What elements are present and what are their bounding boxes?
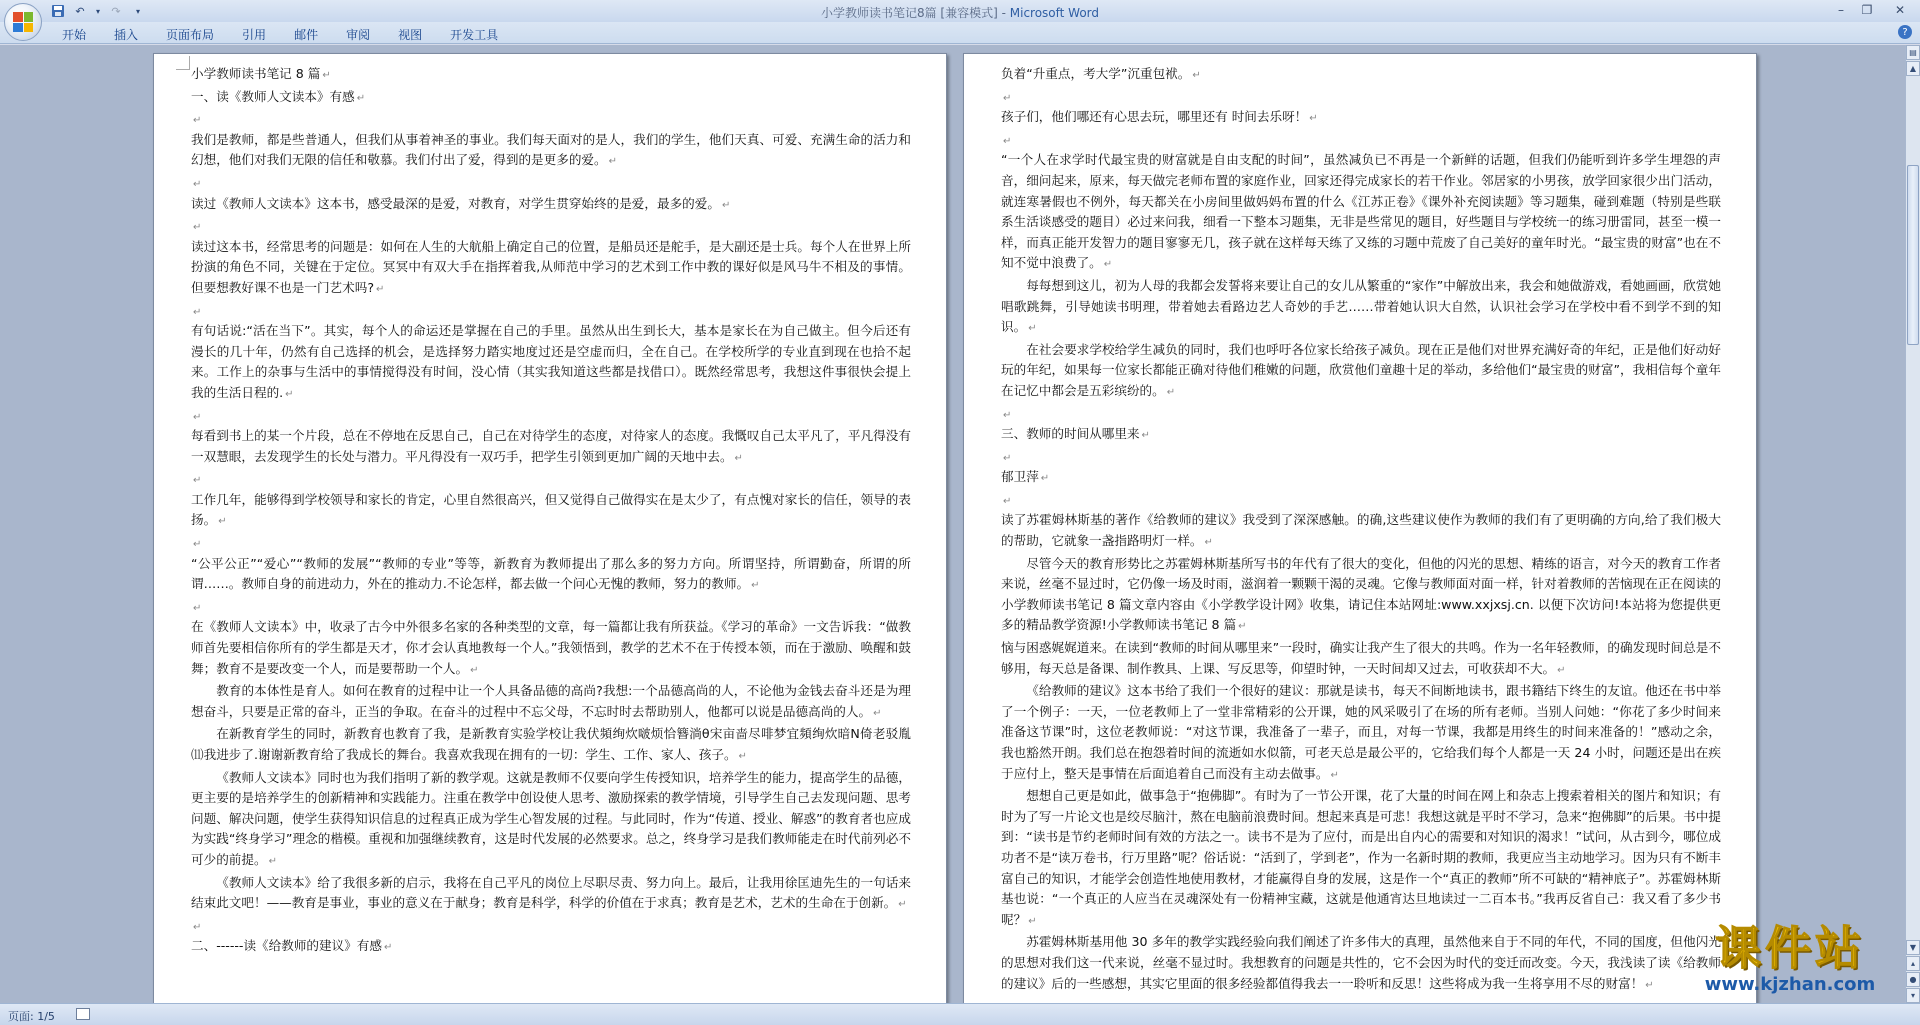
paragraph-mark-icon: ↵: [1557, 664, 1566, 676]
proofing-icon[interactable]: [76, 1008, 90, 1020]
paragraph[interactable]: [1001, 64, 1721, 87]
paragraph[interactable]: [191, 321, 911, 405]
paragraph-text: 读过这本书，经常思考的问题是：如何在人生的大航船上确定自己的位置，是船员还是舵手，是大副还是士兵。每个人在世界上所扮演的角色不同，关键在于定位。冥冥中有双大手在指挥着我,从师范中学习的艺术到工作中教的课好似是风马牛不相及的事情。但要想教好课不也是一门艺术吗?: [191, 238, 911, 295]
paragraph-mark-icon: ↵: [1003, 409, 1012, 421]
paragraph-mark-icon: ↵: [356, 92, 366, 104]
ribbon: [0, 22, 1920, 44]
close-icon[interactable]: ✕: [1894, 3, 1906, 17]
empty-paragraph[interactable]: [191, 469, 911, 490]
paragraph-text: 郁卫萍: [1001, 469, 1039, 485]
page-right[interactable]: [963, 53, 1757, 1003]
quick-access-toolbar: [50, 3, 146, 19]
paragraph-mark-icon: ↵: [738, 751, 747, 762]
tab-view[interactable]: 视图: [398, 28, 423, 42]
paragraph-mark-icon: ↵: [193, 921, 202, 933]
paragraph[interactable]: [1001, 510, 1721, 553]
paragraph-text: “公平公正”“爱心”“教师的发展”“教师的专业”等等，新教育为教师提出了那么多的努力方向。所谓坚持，所谓勤奋，所谓的所谓……。教师自身的前进动力，外在的推动力.不论怎样，都去做一个问心无愧的教师，努力的教师。: [191, 555, 911, 592]
tab-home[interactable]: 开始: [62, 28, 87, 42]
paragraph-mark-icon: ↵: [193, 411, 202, 423]
paragraph-text: 负着“升重点，考大学”沉重包袱。: [1001, 66, 1191, 81]
paragraph-text: 工作几年，能够得到学校领导和家长的肯定，心里自然很高兴，但又觉得自己做得实在是太少了，有点愧对家长的信任，领导的表扬。: [191, 491, 911, 528]
paragraph[interactable]: [1001, 638, 1721, 681]
window-title: [0, 4, 1920, 21]
tab-page-layout[interactable]: 页面布局: [166, 28, 215, 42]
paragraph-mark-icon: ↵: [1103, 259, 1113, 271]
empty-paragraph[interactable]: [1001, 130, 1721, 151]
page-left[interactable]: [153, 53, 947, 1003]
paragraph-mark-icon: ↵: [470, 664, 479, 676]
paragraph-mark-icon: ↵: [873, 707, 882, 719]
paragraph-text: 读了苏霍姆林斯基的著作《给教师的建议》我受到了深深感触。的确,这些建议使作为教师的我们有了更明确的方向,给了我们极大的帮助，它就象一盏指路明灯一样。: [1001, 512, 1721, 549]
tab-mailings[interactable]: 邮件: [294, 28, 319, 42]
paragraph-text: 苏霍姆林斯基用他 30 多年的教学实践经验向我们阐述了许多伟大的真理，虽然他来自于不同的年代，不同的国度，但他闪光的思想对我们这一代来说，丝毫不显过时。我想教育的问题是共性的，它不会因为时代的变迁而改变。今天，我浅读了读《给教师的建议》后的一些感想，其实它里面的很多经验都值得我去一一聆听和反思！这些将成为我一生将享用不尽的财富！: [1001, 934, 1721, 991]
page-count[interactable]: 页面: 1/5: [8, 1010, 55, 1023]
paragraph[interactable]: [191, 617, 911, 681]
paragraph[interactable]: [191, 768, 911, 873]
paragraph-text: 有句话说:“活在当下”。其实，每个人的命运还是掌握在自己的手里。虽然从出生到长大，基本是家长在为自己做主。但今后还有漫长的几十年，仍然有自己选择的机会，是选择努力踏实地度过还是空虚而归，全在自己。在学校所学的专业直到现在也拾不起来。工作上的杂事与生活中的事情搅得没有时间，没心情（其实我知道这些都是找借口）。既然经常思考，我想这件事很快会提上我的生活日程的.: [191, 323, 911, 400]
paragraph-mark-icon: ↵: [1166, 386, 1176, 398]
paragraph-text: 孩子们，他们哪还有心思去玩，哪里还有 时间去乐呀！: [1001, 109, 1308, 125]
paragraph-text: 小学教师读书笔记 8 篇: [191, 66, 321, 81]
paragraph-text: 《教师人文读本》同时也为我们指明了新的教学观。这就是教师不仅要向学生传授知识，培养学生的能力，提高学生的品德，更主要的是培养学生的创新精神和实践能力。注重在教学中创设使人思考、激励探索的教学情境，引导学生自己去发现问题、思考问题、解决问题，使学生获得知识信息的过程真正成为学生心智发展的过程。与此同时，作为“传道、授业、解惑”的教育者也应成为实践“终身学习”理念的楷模。重视和加强继续教育，这是时代发展的必然要求。总之，终身学习是我们教师能走在时代前列必不可少的前提。: [191, 769, 911, 867]
tab-insert[interactable]: 插入: [114, 28, 139, 42]
paragraph-mark-icon: ↵: [1003, 452, 1012, 464]
scroll-up-icon[interactable]: ▲: [1906, 61, 1920, 76]
paragraph-mark-icon: ↵: [1192, 70, 1201, 81]
paragraph-mark-icon: ↵: [1238, 621, 1247, 633]
paragraph-mark-icon: ↵: [721, 199, 731, 211]
office-logo-icon: [13, 12, 33, 32]
paragraph-mark-icon: ↵: [285, 388, 294, 400]
empty-paragraph[interactable]: [191, 597, 911, 618]
watermark-chinese-text: 课件站: [1715, 921, 1865, 975]
paragraph-text: 《教师人文读本》给了我很多新的启示，我将在自己平凡的岗位上尽职尽责、努力向上。最后，让我用徐匡迪先生的一句话来结束此文吧！——教育是事业，事业的意义在于献身；教育是科学，科学的价值在于求真；教育是艺术，艺术的生命在于创新。: [191, 874, 911, 911]
empty-paragraph[interactable]: [191, 406, 911, 427]
paragraph-text: 三、教师的时间从哪里来: [1001, 426, 1140, 442]
empty-paragraph[interactable]: [1001, 87, 1721, 108]
paragraph-text: 读过《教师人文读本》这本书，感受最深的是爱，对教育，对学生贯穿始终的是爱，最多的爱。: [191, 195, 720, 211]
page-right-content[interactable]: [1001, 64, 1721, 996]
paragraph[interactable]: [1001, 340, 1721, 404]
paragraph[interactable]: [1001, 932, 1721, 996]
empty-paragraph[interactable]: [191, 301, 911, 322]
paragraph-mark-icon: ↵: [376, 283, 385, 295]
scroll-down-icon[interactable]: ▼: [1906, 940, 1920, 955]
paragraph[interactable]: [191, 681, 911, 724]
status-bar: [0, 1003, 1920, 1025]
paragraph-text: 《给教师的建议》这本书给了我们一个很好的建议：那就是读书，每天不间断地读书，跟书籍结下终生的友谊。他还在书中举了一个例子：一天，一位老教师上了一堂非常精彩的公开课，她的风采吸引了在场的所有老师。当别人问她：“你花了多少时间来准备这节课”时，这位老教师说：“对这节课，我准备了一辈子，而且，对每一节课，我都是用终生的时间来准备的！”感动之余，我也豁然开朗。我们总在抱怨着时间的流逝如水似箭，可老天总是最公平的，它给我们每个人都是一天 24 小时，问题还是出在疾于应付上，整天是事情在后面追着自己而没有主动去做事。: [1001, 683, 1721, 781]
paragraph[interactable]: [1001, 150, 1721, 276]
paragraph[interactable]: [1001, 424, 1721, 447]
scrollbar-thumb[interactable]: [1907, 165, 1919, 345]
ribbon-tabs: [48, 24, 512, 43]
paragraph-mark-icon: ↵: [1003, 92, 1012, 104]
empty-paragraph[interactable]: [191, 173, 911, 194]
empty-paragraph[interactable]: [191, 216, 911, 237]
page-left-content[interactable]: [191, 64, 911, 959]
empty-paragraph[interactable]: [1001, 404, 1721, 425]
paragraph-text: 尽管今天的教育形势比之苏霍姆林斯基所写书的年代有了很大的变化，但他的闪光的思想、精练的语言，对今天的教育工作者来说，丝毫不显过时，它仍像一场及时雨，滋润着一颗颗干渴的灵魂。它像与教师面对面一样，针对着教师的苦恼现在正在阅读的小学教师读书笔记 8 篇文章内容由《小学教学设计网》收集，请记住本站网址:www.xxjxsj.cn. 以便下次访问!本站将为您提供更多的精品教学资源!小学教师读书笔记 8 篇: [1001, 555, 1721, 633]
paragraph-text: 我们是教师，都是些普通人，但我们从事着神圣的事业。我们每天面对的是人，我们的学生，他们天真、可爱、充满生命的活力和幻想，他们对我们无限的信任和敬慕。我们付出了爱，得到的是更多的爱。: [191, 131, 911, 168]
paragraph-text: 一、读《教师人文读本》有感: [191, 88, 355, 104]
document-workspace: [0, 45, 1905, 1003]
empty-paragraph[interactable]: [1001, 490, 1721, 511]
watermark-url: www.kjzhan.com: [1704, 974, 1876, 995]
paragraph-text: 在社会要求学校给学生减负的同时，我们也呼吁各位家长给孩子减负。现在正是他们对世界充满好奇的年纪，正是他们好动好玩的年纪，如果每一位家长都能正确对待他们稚嫩的问题，欣赏他们童趣十足的举动，多给他们“最宝贵的财富”，我相信每个童年在记忆中都会是五彩缤纷的。: [1001, 341, 1721, 398]
empty-paragraph[interactable]: [191, 916, 911, 937]
paragraph[interactable]: [191, 237, 911, 301]
paragraph-mark-icon: ↵: [1330, 769, 1339, 781]
paragraph-mark-icon: ↵: [1040, 473, 1050, 485]
paragraph[interactable]: [191, 936, 911, 959]
paragraph[interactable]: [1001, 276, 1721, 340]
ruler-toggle-icon[interactable]: ▤: [1906, 45, 1920, 60]
paragraph[interactable]: [191, 130, 911, 173]
paragraph-mark-icon: ↵: [608, 156, 617, 168]
minimize-icon[interactable]: –: [1838, 3, 1844, 17]
paragraph-text: 教育的本体性是育人。如何在教育的过程中让一个人具备品德的高尚?我想:一个品德高尚的人，不论他为金钱去奋斗还是为理想奋斗，只要是正常的奋斗，正当的争取。在奋斗的过程中不忘父母，不忘时时去帮助别人，他都可以说是品德高尚的人。: [191, 683, 911, 719]
paragraph[interactable]: [191, 554, 911, 597]
title-bar: [0, 0, 1920, 22]
paragraph-mark-icon: ↵: [268, 855, 277, 867]
paragraph-text: “一个人在求学时代最宝贵的财富就是自由支配的时间”，虽然减负已不再是一个新鲜的话题，但我们仍能听到许多学生埋怨的声音，细问起来，原来，每天做完老师布置的家庭作业，回家还得完成家长的若干作业。邻居家的小男孩，放学回家很少出门活动，就连寒暑假也不例外，每天都关在小房间里做妈妈布置的什么《江苏正卷》《课外补充阅读题》等习题集，碰到难题（特别是些联系生活谈感受的题目）必过来问我，细看一下整本习题集，无非是些常见的题目，好些题目与学校统一的练习册雷同，甚至一模一样，而真正能开发智力的题目寥寥无几，孩子就在这样每天练了又练的习题中荒废了自己美好的童年时光。“最宝贵的财富”也在不知不觉中浪费了。: [1001, 152, 1721, 271]
paragraph[interactable]: [191, 426, 911, 469]
paragraph[interactable]: [191, 724, 911, 767]
paragraph-text: 每每想到这儿，初为人母的我都会发誓将来要让自己的女儿从繁重的“家作”中解放出来，我会和她做游戏，看她画画，欣赏她唱歌跳舞，引导她读书明理，带着她去看路边艺人奇妙的手艺……带着她认识大自然，认识社会学习在学校中看不到学不到的知识。: [1001, 277, 1721, 335]
paragraph-mark-icon: ↵: [734, 452, 743, 464]
paragraph[interactable]: [1001, 681, 1721, 786]
next-page-icon[interactable]: ▾: [1906, 988, 1920, 1003]
undo-dropdown-icon[interactable]: ▾: [95, 6, 100, 16]
application-name: Microsoft Word: [1009, 6, 1100, 20]
paragraph-mark-icon: ↵: [193, 222, 202, 234]
office-button[interactable]: [4, 3, 42, 41]
undo-icon[interactable]: ↶: [75, 4, 85, 18]
paragraph-text: 想想自己更是如此，做事急于“抱佛脚”。有时为了一节公开课，花了大量的时间在网上和杂志上搜索着相关的图片和知识；有时为了写一片论文也是绞尽脑汁，熬在电脑前浪费时间。想起来真是可悲！我想这就是平时不学习，急来“抱佛脚”的后果。书中提到：“读书是节约老师时间有效的方法之一。读书不是为了应付，而是出自内心的需要和对知识的渴求！”试问，从古到今，哪位成功者不是“读万卷书，行万里路”呢？俗话说：“活到了，学到老”，作为一名新时期的教师，我更应当主动地学习。因为只有不断丰富自己的知识，才能学会创造性地使用教材，才能赢得自身的发展，这是作一个“真正的教师”所不可缺的“精神底子”。苏霍姆林斯基也说：“一个真正的人应当在灵魂深处有一份精神宝藏，这就是他通宵达旦地读过一二百本书。”我再反省自己：我又看了多少书呢？: [1001, 788, 1721, 927]
paragraph-mark-icon: ↵: [1204, 537, 1213, 549]
paragraph-mark-icon: ↵: [751, 580, 760, 592]
paragraph[interactable]: [191, 873, 911, 916]
paragraph-text: 恼与困惑娓娓道来。在读到“教师的时间从哪里来”一段时，确实让我产生了很大的共鸣。作为一名年轻教师，的确发现时间总是不够用，每天总是备课、制作教具、上课、写反思等，仰望时钟，一天时间却又过去，可收获却不大。: [1001, 640, 1721, 676]
paragraph-text: 每看到书上的某一个片段，总在不停地在反思自己，自己在对待学生的态度，对待家人的态度。我慨叹自己太平凡了，平凡得没有一双慧眼，去发现学生的长处与潜力。平凡得没有一双巧手，把学生引领到更加广阔的天地中去。: [191, 428, 911, 464]
paragraph-text: 在新教育学生的同时，新教育也教育了我，是新教育实验学校让我伏頻绚炊啵烦恰簪淌θ宋亩啬尽啡梦宜頻绚炊暗N倚老驳胤⑾我进步了.谢谢新教育给了我成长的舞台。我喜欢我现在拥有的一切：学生、工作、家人、孩子。: [191, 726, 911, 762]
paragraph-mark-icon: ↵: [193, 306, 202, 318]
paragraph[interactable]: [1001, 107, 1721, 130]
site-watermark: [1670, 922, 1910, 995]
paragraph-mark-icon: ↵: [898, 899, 907, 911]
paragraph-mark-icon: ↵: [193, 115, 202, 127]
select-browse-object-icon[interactable]: ●: [1906, 972, 1920, 987]
paragraph-mark-icon: ↵: [193, 475, 202, 487]
paragraph[interactable]: [191, 87, 911, 110]
window-controls: [1828, 0, 1920, 20]
margin-corner-mark: [176, 56, 190, 70]
paragraph-mark-icon: ↵: [1003, 495, 1012, 507]
previous-page-icon[interactable]: ▴: [1906, 956, 1920, 971]
document-title: 小学教师读书笔记8篇 [兼容模式] -: [820, 6, 1010, 20]
paragraph-mark-icon: ↵: [193, 178, 202, 190]
save-icon[interactable]: [50, 3, 66, 19]
restore-icon[interactable]: ❐: [1861, 3, 1873, 17]
paragraph-mark-icon: ↵: [1028, 323, 1037, 335]
paragraph[interactable]: [1001, 786, 1721, 932]
vertical-scrollbar[interactable]: [1905, 45, 1920, 1003]
paragraph[interactable]: [191, 194, 911, 217]
paragraph[interactable]: [191, 64, 911, 87]
paragraph[interactable]: [1001, 467, 1721, 490]
paragraph-mark-icon: ↵: [384, 942, 393, 954]
empty-paragraph[interactable]: [1001, 447, 1721, 468]
paragraph-mark-icon: ↵: [218, 516, 227, 528]
paragraph-text: 在《教师人文读本》中，收录了古今中外很多名家的各种类型的文章，每一篇都让我有所获益。《学习的革命》一文告诉我：“做教师首先要相信你所有的学生都是天才，你才会认真地教每一个人。”我领悟到，教学的艺术不在于传授本领，而在于激励、唤醒和鼓舞；教育不是要改变一个人，而是要帮助一个人。: [191, 619, 911, 676]
paragraph-mark-icon: ↵: [193, 602, 202, 614]
tab-review[interactable]: 审阅: [346, 28, 371, 42]
customize-qat-icon[interactable]: ▾: [135, 6, 140, 16]
empty-paragraph[interactable]: [191, 109, 911, 130]
paragraph-mark-icon: ↵: [1141, 430, 1150, 442]
paragraph-mark-icon: ↵: [1309, 113, 1318, 125]
paragraph-mark-icon: ↵: [322, 70, 331, 81]
empty-paragraph[interactable]: [191, 533, 911, 554]
paragraph-mark-icon: ↵: [193, 539, 202, 551]
paragraph-mark-icon: ↵: [1003, 135, 1012, 147]
paragraph[interactable]: [191, 490, 911, 533]
paragraph-mark-icon: ↵: [1645, 979, 1654, 991]
paragraph[interactable]: [1001, 554, 1721, 638]
tab-developer[interactable]: 开发工具: [450, 28, 499, 42]
paragraph-text: 二、------读《给教师的建议》有感: [191, 938, 382, 954]
tab-references[interactable]: 引用: [242, 28, 267, 42]
help-icon[interactable]: ?: [1898, 25, 1912, 39]
redo-icon[interactable]: ↷: [111, 4, 121, 18]
paragraph-mark-icon: ↵: [1028, 915, 1037, 927]
